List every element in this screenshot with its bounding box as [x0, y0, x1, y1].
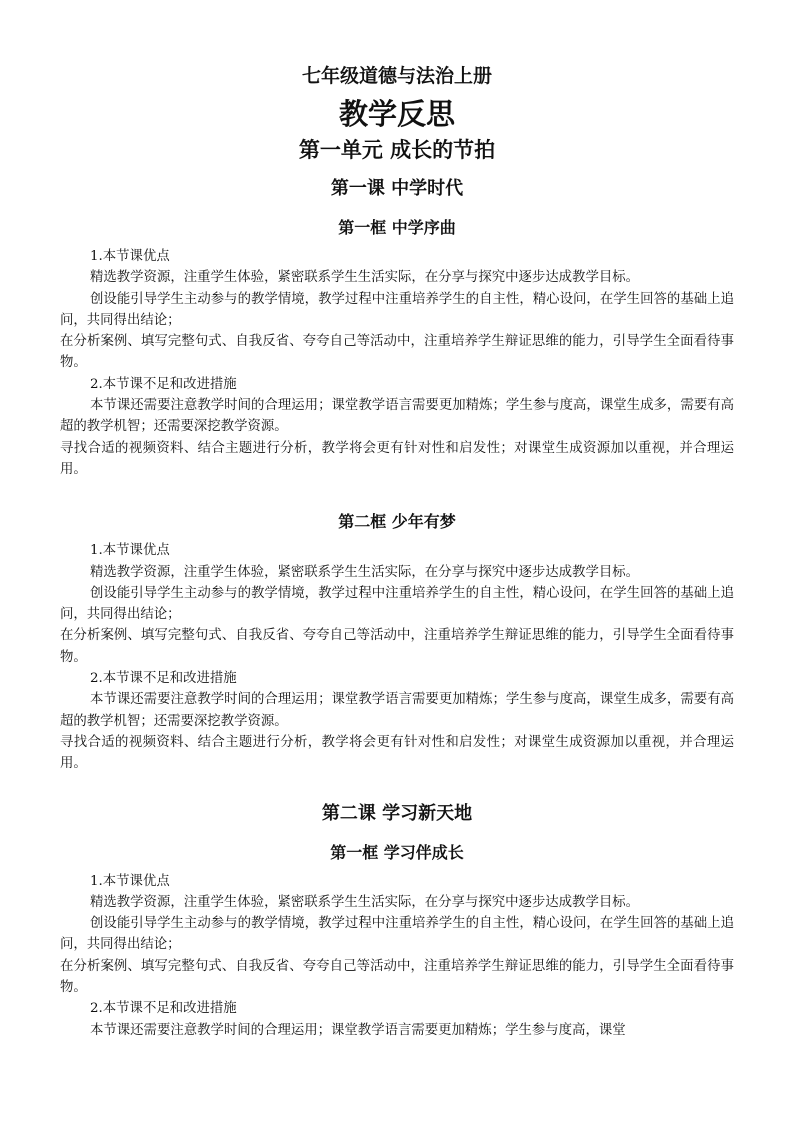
document-page [60, 64, 734, 1041]
paragraph: 精选教学资源，注重学生体验，紧密联系学生生活实际，在分享与探究中逐步达成教学目标。 [90, 564, 640, 580]
document-main-title: 教学反思 [338, 97, 455, 131]
document-top-title: 七年级道德与法治上册 [301, 65, 492, 87]
paragraph: 创设能引导学生主动参与的教学情境，教学过程中注重培养学生的自主性，精心设问，在学生回答的基础上追问，共同得出结论； [60, 585, 734, 623]
section-heading-strengths: 1.本节课优点 [90, 543, 170, 559]
paragraph: 在分析案例、填写完整句式、自我反省、夸夸自己等活动中，注重培养学生辩证思维的能力，引导学生全面看待事物。 [60, 628, 734, 665]
spacer [60, 775, 734, 801]
paragraph: 创设能引导学生主动参与的教学情境，教学过程中注重培养学生的自主性，精心设问，在学生回答的基础上追问，共同得出结论； [60, 916, 734, 953]
unit-title: 第一单元 成长的节拍 [298, 138, 496, 162]
paragraph: 精选教学资源，注重学生体验，紧密联系学生生活实际，在分享与探究中逐步达成教学目标。 [90, 894, 640, 910]
section-heading-strengths: 1.本节课优点 [90, 249, 170, 264]
lesson-title: 第二课 学习新天地 [321, 802, 473, 824]
paragraph: 创设能引导学生主动参与的教学情境，教学过程中注重培养学生的自主性，精心设问，在学生回答的基础上追问，共同得出结论； [60, 291, 734, 328]
frame-section [60, 841, 734, 1041]
paragraph: 本节课还需要注意教学时间的合理运用；课堂教学语言需要更加精炼；学生参与度高，课堂生成多，需要有高超的教学机智；还需要深挖教学资源。 [60, 692, 734, 729]
paragraph: 在分析案例、填写完整句式、自我反省、夸夸自己等活动中，注重培养学生辩证思维的能力，引导学生全面看待事物。 [60, 958, 734, 996]
frame-section [60, 216, 734, 480]
paragraph: 寻找合适的视频资料、结合主题进行分析，教学将会更有针对性和启发性；对课堂生成资源加以重视，并合理运用。 [60, 440, 734, 477]
frame-title: 第一框 学习伴成长 [330, 842, 464, 862]
paragraph: 精选教学资源，注重学生体验，紧密联系学生生活实际，在分享与探究中逐步达成教学目标。 [90, 270, 640, 286]
lesson-title: 第一课 中学时代 [330, 178, 464, 199]
frame-title: 第二框 少年有梦 [338, 512, 456, 532]
section-heading-improvements: 2.本节课不足和改进措施 [90, 376, 237, 392]
section-heading-strengths: 1.本节课优点 [90, 873, 170, 889]
paragraph: 寻找合适的视频资料、结合主题进行分析，教学将会更有针对性和启发性；对课堂生成资源加以重视，并合理运用。 [60, 734, 734, 772]
section-heading-improvements: 2.本节课不足和改进措施 [90, 671, 237, 687]
paragraph: 在分析案例、填写完整句式、自我反省、夸夸自己等活动中，注重培养学生辩证思维的能力，引导学生全面看待事物。 [60, 334, 734, 371]
paragraph: 本节课还需要注意教学时间的合理运用；课堂教学语言需要更加精炼；学生参与度高，课堂生成多，需要有高超的教学机智；还需要深挖教学资源。 [60, 398, 734, 435]
paragraph: 本节课还需要注意教学时间的合理运用；课堂教学语言需要更加精炼；学生参与度高，课堂 [90, 1022, 626, 1038]
frame-section [60, 510, 734, 774]
frame-title: 第一框 中学序曲 [338, 218, 456, 237]
section-heading-improvements: 2.本节课不足和改进措施 [90, 1001, 237, 1017]
spacer [60, 480, 734, 510]
